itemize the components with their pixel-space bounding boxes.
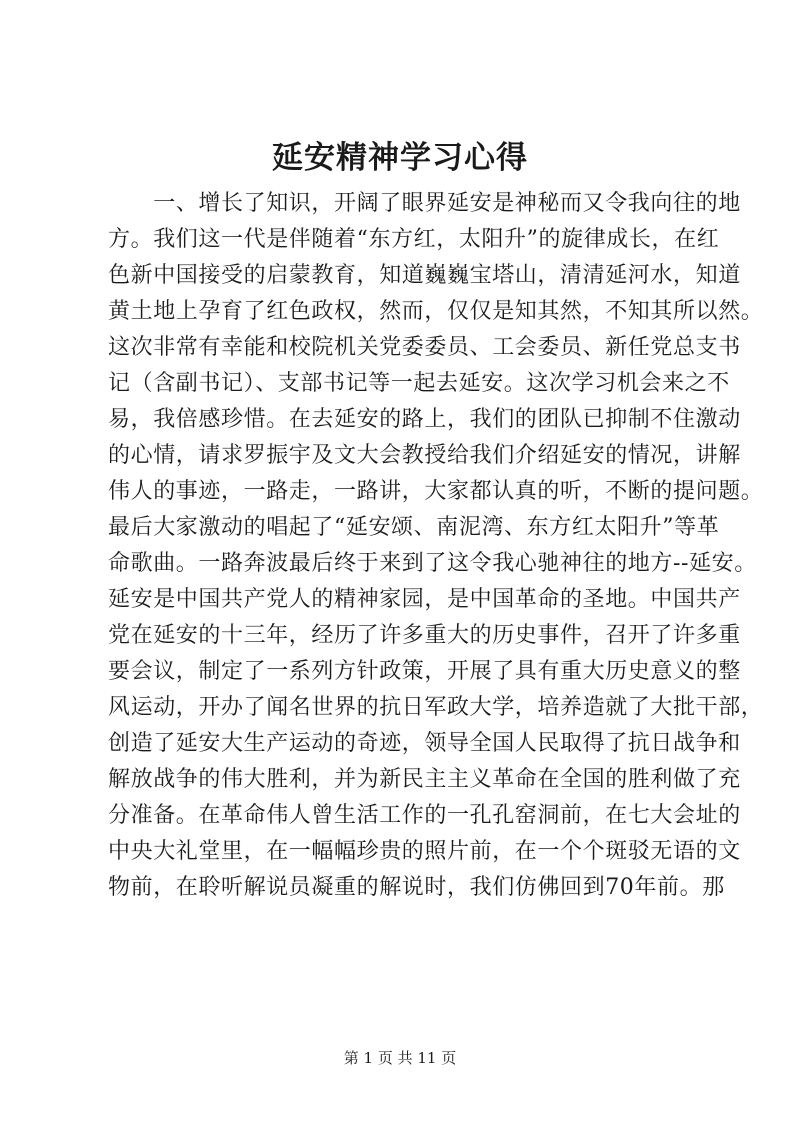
body-line: 创造了延安大生产运动的奇迹，领导全国人民取得了抗日战争和	[108, 731, 741, 756]
body-line: 延安是中国共产党人的精神家园，是中国革命的圣地。中国共产	[108, 587, 741, 612]
body-line: 方。我们这一代是伴随着“东方红，太阳升”的旋律成长，在红	[108, 227, 720, 252]
body-line: 一、增长了知识，开阔了眼界延安是神秘而又令我向往的地	[108, 191, 741, 216]
body-line: 命歌曲。一路奔波最后终于来到了这令我心驰神往的地方--延安。	[108, 551, 757, 576]
document-body	[108, 186, 764, 906]
body-line: 色新中国接受的启蒙教育，知道巍巍宝塔山，清清延河水，知道	[108, 263, 741, 288]
body-line: 解放战争的伟大胜利，并为新民主主义革命在全国的胜利做了充	[108, 767, 741, 792]
body-line: 分准备。在革命伟人曾生活工作的一孔孔窑洞前，在七大会址的	[108, 803, 741, 828]
body-line: 风运动，开办了闻名世界的抗日军政大学，培养造就了大批干部，	[108, 695, 764, 720]
body-line: 伟人的事迹，一路走，一路讲，大家都认真的听，不断的提问题。	[108, 479, 764, 504]
body-line: 物前，在聆听解说员凝重的解说时，我们仿佛回到70年前。那	[108, 875, 725, 900]
body-line: 易，我倍感珍惜。在去延安的路上，我们的团队已抑制不住激动	[108, 407, 741, 432]
body-line: 要会议，制定了一系列方针政策，开展了具有重大历史意义的整	[108, 659, 741, 684]
body-line: 记（含副书记）、支部书记等一起去延安。这次学习机会来之不	[108, 371, 730, 396]
body-line: 党在延安的十三年，经历了许多重大的历史事件，召开了许多重	[108, 623, 741, 648]
body-line: 最后大家激动的唱起了“延安颂、南泥湾、东方红太阳升”等革	[108, 515, 720, 540]
body-line: 黄土地上孕育了红色政权，然而，仅仅是知其然，不知其所以然。	[108, 299, 764, 324]
page-number-footer: 第 1 页 共 11 页	[343, 1049, 457, 1067]
document-title: 延安精神学习心得	[272, 140, 528, 176]
body-line: 的心情，请求罗振宇及文大会教授给我们介绍延安的情况，讲解	[108, 443, 741, 468]
body-line: 中央大礼堂里，在一幅幅珍贵的照片前，在一个个斑驳无语的文	[108, 839, 741, 864]
body-line: 这次非常有幸能和校院机关党委委员、工会委员、新任党总支书	[108, 335, 741, 360]
